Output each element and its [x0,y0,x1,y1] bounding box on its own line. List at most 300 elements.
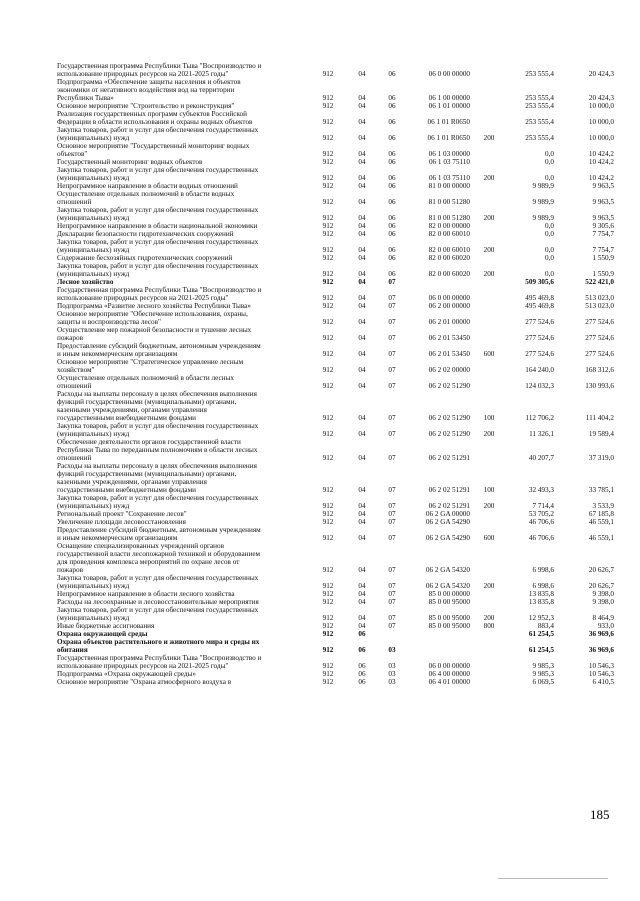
row-vr: 200 [483,582,495,590]
row-gr: 912 [322,366,334,374]
row-cs: 06 1 01 00000 [428,102,470,110]
row-gr: 912 [322,270,334,278]
row-rz: 06 [358,678,366,686]
table-row [0,206,640,222]
row-rz: 04 [358,150,366,158]
row-vr: 600 [483,534,495,542]
row-amount-1: 0,0 [545,270,554,278]
row-pr: 07 [388,614,396,622]
row-amount-2: 33 785,1 [588,486,614,494]
row-pr: 07 [388,430,396,438]
row-pr: 06 [388,158,396,166]
row-name-line: защиты и воспроизводства лесов" [57,318,161,326]
row-amount-1: 277 524,6 [525,318,554,326]
row-rz: 06 [358,646,366,654]
row-gr: 912 [322,222,334,230]
row-amount-2: 36 969,6 [588,630,614,638]
row-cs: 06 0 00 00000 [428,294,470,302]
row-amount-2: 277 524,6 [585,318,614,326]
row-amount-1: 509 305,6 [525,278,554,286]
row-rz: 04 [358,230,366,238]
row-amount-1: 253 555,4 [525,94,554,102]
row-name-line: Государственная программа Республики Тыва "Воспроизводство и [57,654,262,662]
table-row [0,110,640,126]
row-vr: 200 [483,502,495,510]
row-amount-2: 3 533,9 [592,502,614,510]
row-pr: 06 [388,150,396,158]
table-row [0,606,640,622]
row-gr: 912 [322,590,334,598]
row-pr: 07 [388,486,396,494]
row-cs: 06 2 00 00000 [428,302,470,310]
row-rz: 06 [358,630,366,638]
row-amount-1: 124 032,3 [525,382,554,390]
row-pr: 06 [388,270,396,278]
row-rz: 04 [358,590,366,598]
row-gr: 912 [322,670,334,678]
row-name [57,190,309,206]
row-cs: 06 2 01 00000 [428,318,470,326]
row-name-line: Охрана объектов растительного и животного мира и среды их [57,638,260,646]
row-amount-2: 9 398,0 [592,590,614,598]
row-name [57,542,309,574]
row-name-line: функций государственными (муниципальными) органами, [57,398,237,406]
row-gr: 912 [322,102,334,110]
row-rz: 04 [358,486,366,494]
row-name-line: (муниципальных) нужд [57,214,130,222]
row-amount-1: 61 254,5 [528,630,554,638]
row-pr: 07 [388,590,396,598]
row-rz: 04 [358,294,366,302]
row-pr: 07 [388,382,396,390]
row-amount-2: 46 559,1 [588,534,614,542]
row-cs: 06 1 00 00000 [428,94,470,102]
row-amount-2: 8 464,9 [592,614,614,622]
table-row [0,326,640,342]
row-rz: 04 [358,366,366,374]
row-amount-1: 112 706,2 [525,414,554,422]
row-name [57,286,309,302]
row-gr: 912 [322,334,334,342]
row-pr: 07 [388,366,396,374]
row-cs: 06 2 GA 00000 [425,510,470,518]
row-cs: 06 1 01 R0650 [427,134,470,142]
row-cs: 06 2 01 53450 [428,334,470,342]
row-vr: 200 [483,214,495,222]
row-name [57,238,309,254]
row-amount-1: 12 952,3 [528,614,554,622]
row-name-line: и иным некоммерческим организациям [57,350,178,358]
row-name [57,510,309,518]
table-row [0,622,640,630]
row-name-line: и иным некоммерческим организациям [57,534,178,542]
row-name-line: Закупка товаров, работ и услуг для обеспечения государственных [57,422,259,430]
row-amount-2: 37 319,0 [588,454,614,462]
row-amount-2: 10 000,0 [588,102,614,110]
row-amount-2: 10 000,0 [588,134,614,142]
row-rz: 04 [358,94,366,102]
table-row [0,310,640,326]
row-pr: 07 [388,622,396,630]
row-amount-2: 1 550,9 [592,254,614,262]
row-gr: 912 [322,230,334,238]
row-name-line: пожаров [57,566,83,574]
row-name-line: Федерации в области использования и охраны водных объектов [57,118,253,126]
row-cs: 06 2 02 51291 [428,454,470,462]
row-name [57,110,309,126]
table-row [0,510,640,518]
row-rz: 04 [358,582,366,590]
row-amount-2: 513 023,0 [585,302,614,310]
row-pr: 03 [388,646,396,654]
row-gr: 912 [322,382,334,390]
row-rz: 04 [358,510,366,518]
row-rz: 04 [358,102,366,110]
row-name-line: Закупка товаров, работ и услуг для обеспечения государственных [57,166,259,174]
row-name-line: отношений [57,198,92,206]
row-cs: 06 1 03 75110 [428,158,470,166]
row-vr: 200 [483,174,495,182]
row-amount-2: 513 023,0 [585,294,614,302]
row-vr: 200 [483,134,495,142]
row-name [57,126,309,142]
row-pr: 06 [388,134,396,142]
table-row [0,142,640,158]
row-gr: 912 [322,510,334,518]
row-pr: 07 [388,518,396,526]
row-amount-1: 0,0 [545,246,554,254]
row-name-line: Расходы на выплаты персоналу в целях обеспечения выполнения [57,462,257,470]
row-cs: 06 1 03 75110 [428,174,470,182]
row-name-line: (муниципальных) нужд [57,134,130,142]
table-row [0,102,640,110]
row-rz: 04 [358,534,366,542]
row-gr: 912 [322,302,334,310]
row-amount-1: 277 524,6 [525,350,554,358]
row-amount-2: 168 312,6 [585,366,614,374]
row-name-line: Непрограммное направление в области национальной экономики [57,222,258,230]
row-cs: 06 2 GA 54290 [425,518,470,526]
row-amount-2: 10 424,2 [588,150,614,158]
table-row [0,230,640,238]
row-pr: 07 [388,502,396,510]
row-gr: 912 [322,174,334,182]
row-amount-2: 7 754,7 [592,230,614,238]
row-gr: 912 [322,662,334,670]
table-row [0,222,640,230]
row-gr: 912 [322,182,334,190]
row-gr: 912 [322,614,334,622]
row-amount-1: 253 555,4 [525,102,554,110]
row-name [57,422,309,438]
row-pr: 07 [388,350,396,358]
row-gr: 912 [322,646,334,654]
row-amount-1: 0,0 [545,254,554,262]
row-amount-2: 6 410,5 [592,678,614,686]
row-name [57,230,309,238]
row-name-line: Подпрограмма «Развитие лесного хозяйства Республики Тыва» [57,302,251,310]
row-name [57,142,309,158]
row-amount-2: 20 424,3 [588,70,614,78]
row-name-line: Закупка товаров, работ и услуг для обеспечения государственных [57,126,259,134]
row-amount-2: 20 626,7 [588,582,614,590]
row-name-line: использование природных ресурсов на 2021-2025 годы" [57,662,229,670]
row-name-line: Закупка товаров, работ и услуг для обеспечения государственных [57,574,259,582]
row-rz: 04 [358,334,366,342]
row-name [57,102,309,110]
row-name [57,590,309,598]
row-cs: 06 2 01 53450 [428,350,470,358]
row-name [57,182,309,190]
row-pr: 06 [388,174,396,182]
row-name-line: экономики от негативного воздействия вод на территории [57,86,235,94]
table-row [0,126,640,142]
row-amount-1: 9 985,3 [532,662,554,670]
row-name-line: Закупка товаров, работ и услуг для обеспечения государственных [57,606,259,614]
row-amount-2: 277 524,6 [585,350,614,358]
row-pr: 07 [388,334,396,342]
row-name-line: использование природных ресурсов на 2021-2025 годы" [57,294,229,302]
row-rz: 04 [358,198,366,206]
row-pr: 06 [388,70,396,78]
row-rz: 04 [358,214,366,222]
row-amount-2: 20 626,7 [588,566,614,574]
row-rz: 04 [358,278,366,286]
row-name-line: Охрана окружающей среды [57,630,148,638]
row-amount-2: 10 546,3 [588,670,614,678]
row-cs: 06 2 02 00000 [428,366,470,374]
table-row [0,342,640,358]
row-amount-1: 0,0 [545,230,554,238]
row-amount-1: 253 555,4 [525,118,554,126]
row-name-line: Основное мероприятие "Государственный мониторинг водных [57,142,250,150]
row-gr: 912 [322,350,334,358]
row-cs: 85 0 00 95000 [428,614,470,622]
row-cs: 06 0 00 00000 [428,662,470,670]
row-gr: 912 [322,246,334,254]
row-pr: 06 [388,214,396,222]
row-amount-2: 111 404,2 [585,414,614,422]
row-rz: 04 [358,382,366,390]
row-name [57,390,309,422]
row-amount-1: 0,0 [545,174,554,182]
row-pr: 07 [388,566,396,574]
row-rz: 04 [358,270,366,278]
row-name-line: Основное мероприятие "Стратегическое управление лесным [57,358,244,366]
row-amount-1: 46 706,6 [528,518,554,526]
table-row [0,78,640,102]
row-name [57,462,309,494]
row-cs: 06 2 02 51290 [428,414,470,422]
row-gr: 912 [322,630,334,638]
row-gr: 912 [322,158,334,166]
row-name-line: Осуществление отдельных полномочий в области лесных [57,374,234,382]
row-rz: 04 [358,174,366,182]
row-amount-1: 164 240,0 [525,366,554,374]
row-gr: 912 [322,486,334,494]
row-pr: 06 [388,198,396,206]
row-name-line: Расходы на выплаты персоналу в целях обеспечения выполнения [57,390,257,398]
row-name [57,374,309,390]
row-gr: 912 [322,150,334,158]
row-name-line: Осуществление отдельных полномочий в области водных [57,190,235,198]
row-name [57,302,309,310]
row-gr: 912 [322,582,334,590]
row-amount-2: 10 546,3 [588,662,614,670]
row-name [57,574,309,590]
row-name-line: Предоставление субсидий бюджетным, автономным учреждениям [57,526,261,534]
row-name [57,494,309,510]
row-amount-1: 11 326,1 [529,430,554,438]
row-vr: 200 [483,430,495,438]
row-cs: 06 2 02 51290 [428,382,470,390]
row-cs: 06 4 01 00000 [428,678,470,686]
row-cs: 06 2 02 51291 [428,502,470,510]
row-gr: 912 [322,414,334,422]
row-amount-2: 36 969,6 [588,646,614,654]
row-vr: 200 [483,614,495,622]
row-name-line: Государственная программа Республики Тыва "Воспроизводство и [57,62,262,70]
row-pr: 07 [388,598,396,606]
row-amount-1: 7 714,4 [532,502,554,510]
row-name-line: Основное мероприятие "Обеспечение использования, охраны, [57,310,248,318]
row-cs: 82 0 00 60010 [428,230,470,238]
row-gr: 912 [322,454,334,462]
table-row [0,374,640,390]
row-amount-2: 10 000,0 [588,118,614,126]
row-cs: 82 0 00 60020 [428,270,470,278]
row-amount-2: 10 424,2 [588,174,614,182]
row-name-line: Закупка товаров, работ и услуг для обеспечения государственных [57,238,259,246]
row-name-line: функций государственными (муниципальными) органами, [57,470,237,478]
table-row [0,438,640,462]
row-cs: 81 0 00 51280 [428,198,470,206]
table-row [0,254,640,262]
row-rz: 04 [358,614,366,622]
budget-table [0,62,640,686]
row-pr: 07 [388,278,396,286]
row-cs: 82 0 00 60010 [428,246,470,254]
row-name-line: Государственная программа Республики Тыва "Воспроизводство и [57,286,262,294]
row-name-line: Подпрограмма «Охрана окружающей среды» [57,670,196,678]
row-name-line: Подпрограмма «Обеспечение защиты населения и объектов [57,78,241,86]
row-name [57,526,309,542]
table-row [0,262,640,278]
row-amount-2: 9 963,5 [592,198,614,206]
row-pr: 06 [388,222,396,230]
row-cs: 06 2 GA 54320 [425,566,470,574]
row-pr: 07 [388,534,396,542]
row-name-line: (муниципальных) нужд [57,430,130,438]
table-row [0,526,640,542]
row-cs: 06 1 01 R0650 [427,118,470,126]
table-row [0,494,640,510]
row-vr: 100 [483,414,495,422]
table-row [0,630,640,638]
row-amount-2: 7 754,7 [592,246,614,254]
table-row [0,518,640,526]
row-cs: 81 0 00 51280 [428,214,470,222]
row-name-line: (муниципальных) нужд [57,614,130,622]
row-amount-1: 6 998,6 [532,566,554,574]
row-name [57,654,309,670]
row-cs: 06 0 00 00000 [428,70,470,78]
row-vr: 200 [483,246,495,254]
row-amount-1: 13 835,8 [528,598,554,606]
row-amount-2: 9 305,6 [592,222,614,230]
row-amount-1: 40 207,7 [528,454,554,462]
row-name-line: Основное мероприятие "Охрана атмосферного воздуха в [57,678,232,686]
row-amount-2: 1 550,9 [592,270,614,278]
row-name [57,678,309,686]
row-name-line: хозяйством" [57,366,95,374]
row-rz: 04 [358,502,366,510]
row-amount-1: 495 469,8 [525,302,554,310]
row-rz: 04 [358,566,366,574]
page-number: 185 [590,807,610,822]
row-gr: 912 [322,566,334,574]
row-name [57,206,309,222]
row-name-line: государственной власти лесопожарной техникой и оборудованием [57,550,261,558]
row-name-line: Непрограммное направление в области лесного хозяйства [57,590,235,598]
row-pr: 06 [388,246,396,254]
row-pr: 07 [388,414,396,422]
row-cs: 82 0 00 60020 [428,254,470,262]
row-name [57,598,309,606]
row-amount-1: 495 469,8 [525,294,554,302]
row-cs: 06 1 03 00000 [428,150,470,158]
row-name [57,518,309,526]
row-name [57,158,309,166]
row-pr: 07 [388,294,396,302]
row-amount-2: 933,0 [597,622,614,630]
table-row [0,190,640,206]
row-name-line: казенными учреждениями, органами управления [57,406,207,414]
row-rz: 04 [358,134,366,142]
row-amount-1: 0,0 [545,158,554,166]
row-pr: 06 [388,94,396,102]
row-name-line: Закупка товаров, работ и услуг для обеспечения государственных [57,206,259,214]
row-name [57,358,309,374]
row-gr: 912 [322,214,334,222]
row-pr: 07 [388,318,396,326]
row-gr: 912 [322,278,334,286]
table-row [0,358,640,374]
row-name-line: Увеличение площади лесовосстановления [57,518,186,526]
row-gr: 912 [322,502,334,510]
row-name-line: Региональный проект "Сохранение лесов" [57,510,187,518]
row-gr: 912 [322,318,334,326]
table-row [0,62,640,78]
row-vr: 800 [483,622,495,630]
row-name [57,622,309,630]
row-name-line: использование природных ресурсов на 2021-2025 годы" [57,70,229,78]
row-gr: 912 [322,534,334,542]
row-rz: 04 [358,118,366,126]
row-cs: 06 2 02 51290 [428,430,470,438]
table-row [0,542,640,574]
row-amount-1: 253 555,4 [525,70,554,78]
row-name-line: отношений [57,382,92,390]
row-rz: 04 [358,254,366,262]
row-name [57,606,309,622]
row-pr: 03 [388,678,396,686]
row-name [57,166,309,182]
row-name-line: Республики Тыва по переданным полномочиям в области лесных [57,446,258,454]
row-rz: 04 [358,414,366,422]
row-rz: 04 [358,350,366,358]
row-pr: 03 [388,662,396,670]
